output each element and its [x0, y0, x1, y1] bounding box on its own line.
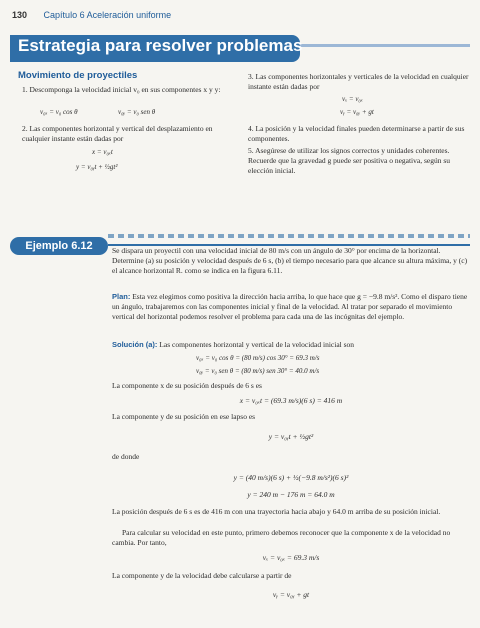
- eq-voy: v₀ᵧ = v₀ sen θ: [118, 108, 156, 116]
- step-4: 4. La posición y la velocidad finales pueden determinarse a partir de sus componentes.: [248, 124, 465, 143]
- eq-a1: v₀ₓ = v₀ cos θ = (80 m/s) cos 30° = 69.3 m/s: [196, 354, 320, 362]
- plan-label: Plan:: [112, 292, 131, 301]
- solution-intro: [112, 340, 470, 350]
- eq-vx: vₓ = v₀ₓ: [342, 95, 363, 103]
- eq-vy: vᵧ = v₀ᵧ + gt: [340, 108, 374, 116]
- eq-vox: v₀ₓ = v₀ cos θ: [40, 108, 78, 116]
- eq-y-result: y = 240 m − 176 m = 64.0 m: [247, 490, 335, 499]
- text-vy: La componente y de la velocidad debe calcularse a partir de: [112, 571, 292, 580]
- solution-text: Las componentes horizontal y vertical de la velocidad inicial son: [159, 340, 355, 349]
- banner-rule: [300, 44, 470, 47]
- text-donde: de donde: [112, 452, 140, 461]
- step-1: 1. Descomponga la velocidad inicial v₀ en sus componentes x y y:: [22, 85, 221, 94]
- eq-y-pos: y = v₀ᵧt + ½gt²: [268, 432, 314, 441]
- eq-y: y = v₀ᵧt + ½gt²: [76, 163, 118, 171]
- step-5: 5. Asegúrese de utilizar los signos correctos y unidades coherentes. Recuerde que la gravedad g puede ser positiva o negativa, según su elección inicial.: [248, 146, 451, 175]
- solution-label: Solución (a):: [112, 340, 158, 349]
- text-y: La componente y de su posición en ese lapso es: [112, 412, 256, 421]
- example-decor: [108, 234, 470, 238]
- example-label: Ejemplo 6.12: [10, 237, 108, 255]
- eq-vy-formula: vᵧ = v₀ᵧ + gt: [272, 590, 310, 599]
- plan-paragraph: [112, 292, 470, 322]
- example-statement: Se dispara un proyectil con una velocidad inicial de 80 m/s con un ángulo de 30° por encima de la horizontal. Determine (a) su posición y velocidad después de 6 s, (b) el tiempo necesario para que alcance su altura máxima, y (c) el alcance horizontal R. como se indica en la figura 6.11.: [112, 246, 468, 275]
- page-header: [12, 10, 171, 20]
- text-x: La componente x de su posición después de 6 s es: [112, 381, 262, 390]
- eq-vx-result: vₓ = v₀ₓ = 69.3 m/s: [262, 553, 320, 562]
- text-velocity: Para calcular su velocidad en este punto, primero debemos reconocer que la componente x de la velocidad no cambia. Por tanto,: [112, 528, 451, 547]
- page-number: 130: [12, 10, 28, 20]
- eq-x: x = v₀ₓt: [92, 148, 113, 156]
- eq-a2: v₀ᵧ = v₀ sen θ = (80 m/s) sen 30° = 40.0 m/s: [196, 367, 320, 375]
- step-3: 3. Las componentes horizontales y verticales de la velocidad en cualquier instante están dadas por: [248, 72, 469, 91]
- plan-text: Esta vez elegimos como positiva la dirección hacia arriba, lo que hace que g = −9.8 m/s². Como el disparo tiene un ángulo, trabajaremos con las componentes inicial y final de la velocidad. Al tratar por separado el movimiento vertical del horizontal podemos resolver el problema para cada una de las incógnitas del ejemplo.: [112, 292, 468, 321]
- chapter-title: Capítulo 6 Aceleración uniforme: [43, 10, 172, 20]
- step-2: 2. Las componentes horizontal y vertical del desplazamiento en cualquier instante están dadas por: [22, 124, 213, 143]
- eq-y-sub: y = (40 m/s)(6 s) + ½(−9.8 m/s²)(6 s)²: [233, 473, 349, 482]
- section-title: Movimiento de proyectiles: [18, 70, 138, 81]
- text-position: La posición después de 6 s es de 416 m con una trayectoria hacia abajo y 64.0 m arriba de su posición inicial.: [112, 507, 441, 516]
- eq-x-pos: x = v₀ₓt = (69.3 m/s)(6 s) = 416 m: [239, 396, 343, 405]
- strategy-title: Estrategia para resolver problemas: [18, 36, 303, 55]
